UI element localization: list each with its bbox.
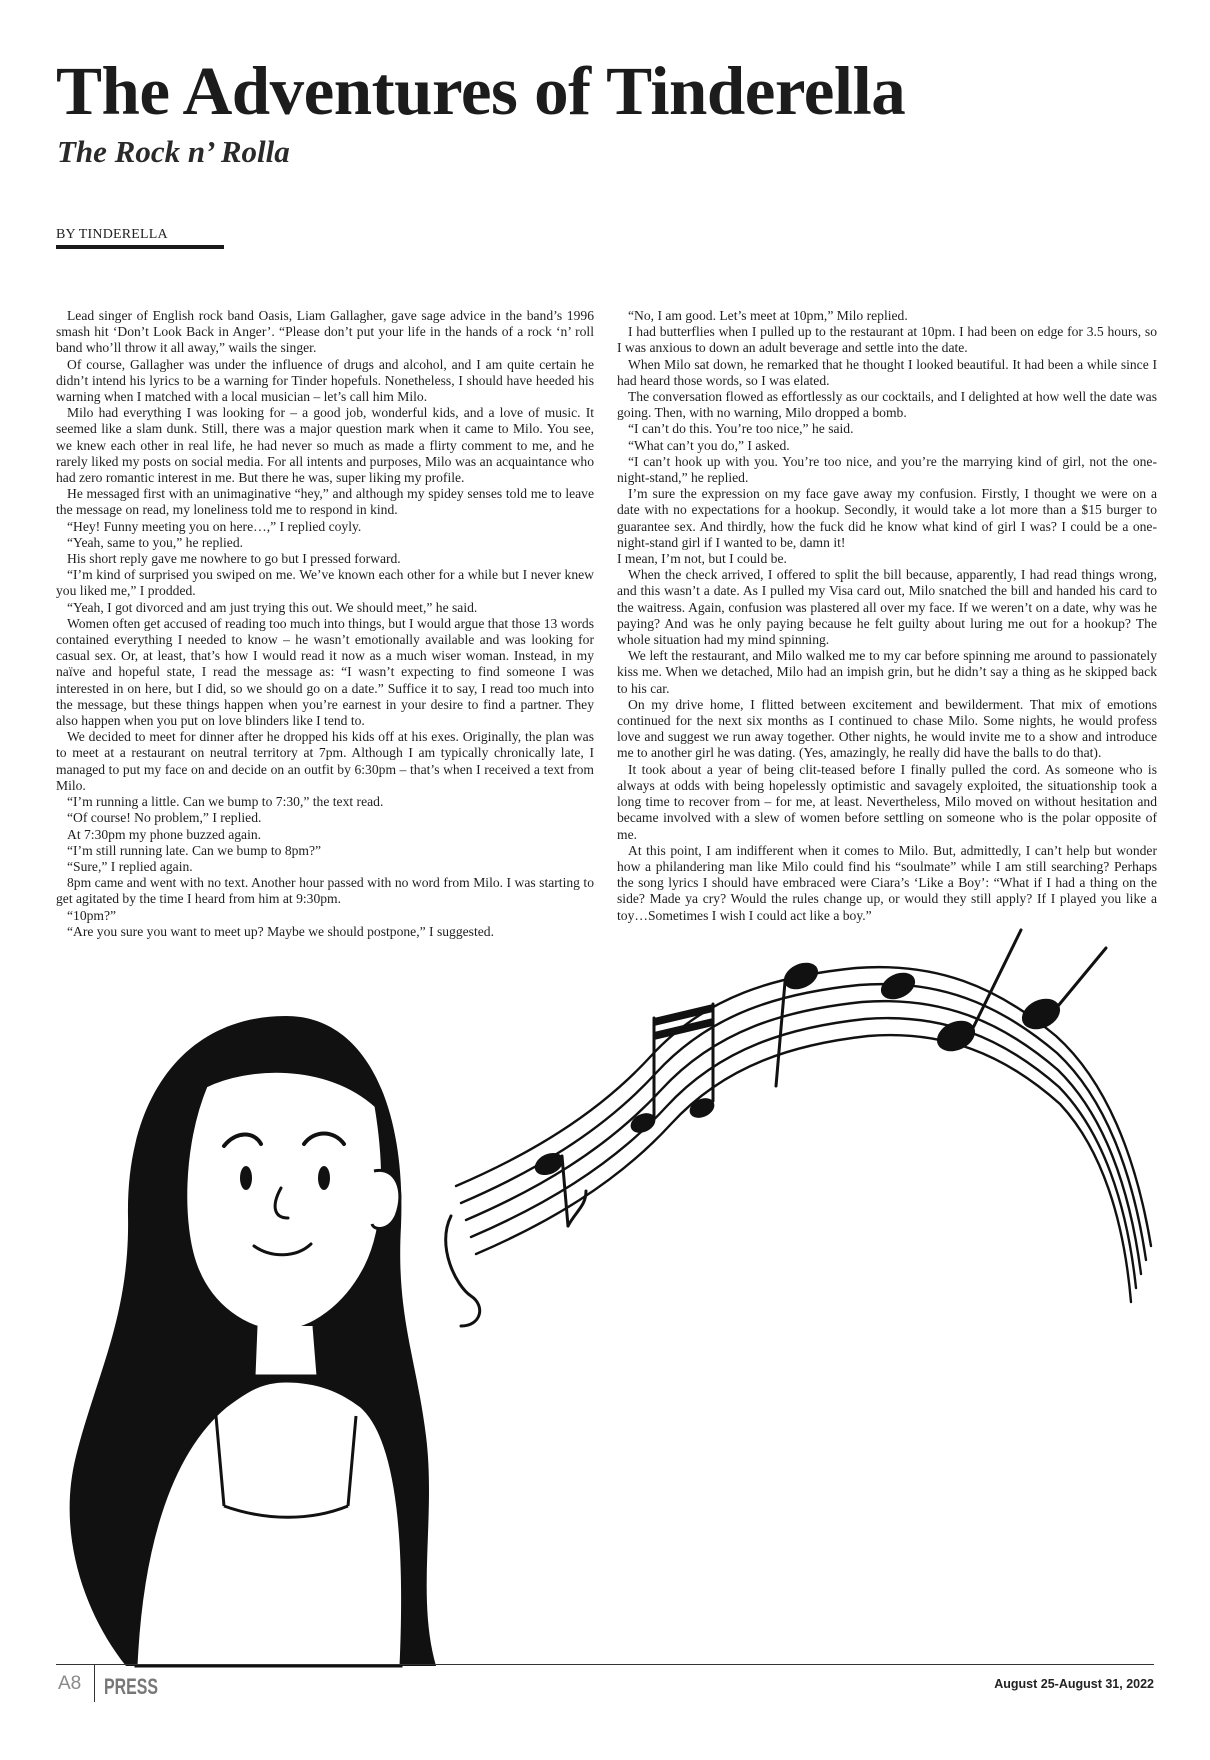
woman-icon — [70, 1016, 436, 1666]
paragraph: The conversation flowed as effortlessly as our cocktails, and I delighted at how well the date was going. Then, with no warning, Milo dropped a bomb. — [617, 389, 1157, 421]
paragraph: When Milo sat down, he remarked that he thought I looked beautiful. It had been a while since I had heard those words, so I was elated. — [617, 356, 1157, 388]
paragraph: We decided to meet for dinner after he dropped his kids off at his exes. Originally, the plan was to meet at a restaurant on neutral territory at 7pm. Although I am typically chronically late, I managed to put my face on and decide on an outfit by 6:30pm – that’s when I received a text from Milo. — [56, 729, 594, 793]
footer-separator — [94, 1664, 95, 1702]
paragraph: “I’m running a little. Can we bump to 7:30,” the text read. — [67, 794, 384, 810]
subhead: The Rock n’ Rolla — [57, 134, 290, 169]
paragraph: 8pm came and went with no text. Another hour passed with no word from Milo. I was starting to get agitated by the time I heard from him at 9:30pm. — [56, 875, 594, 907]
paragraph: “Sure,” I replied again. — [67, 858, 193, 874]
issue-date: August 25-August 31, 2022 — [994, 1677, 1154, 1691]
press-logo-icon — [103, 1670, 159, 1700]
press-logo-text: PRESS — [104, 1674, 158, 1699]
illustration — [56, 996, 1166, 1666]
paragraph: “10pm?” — [67, 907, 117, 923]
paragraph: “I’m kind of surprised you swiped on me. We’ve known each other for a while but I never knew you liked me,” I prodded. — [56, 567, 594, 599]
paragraph: “No, I am good. Let’s meet at 10pm,” Milo replied. — [628, 308, 908, 323]
paragraph: Of course, Gallagher was under the influence of drugs and alcohol, and I am quite certain he didn’t intend his lyrics to be a warning for Tinder hopefuls. Nonetheless, I should have heeded his warning when I matched with a local musician – let’s call him Milo. — [56, 356, 594, 405]
paragraph: “I can’t do this. You’re too nice,” he said. — [628, 421, 854, 437]
paragraph: Lead singer of English rock band Oasis, Liam Gallagher, gave sage advice in the band’s 1996 smash hit ‘Don’t Look Back in Anger’. “Please don’t put your life in the hands of a rock ‘n’ roll band who’ll throw it all away,” wails the singer. — [56, 308, 594, 356]
paragraph: He messaged first with an unimaginative “hey,” and although my spidey senses told me to leave the message on read, my loneliness told me to respond in kind. — [56, 486, 594, 518]
article-column-right — [617, 308, 1157, 924]
paragraph: “What can’t you do,” I asked. — [628, 437, 790, 453]
byline-rule — [56, 245, 224, 249]
paragraph: Milo had everything I was looking for – a good job, wonderful kids, and a love of music. It seemed like a slam dunk. Still, there was a major question mark when it came to Milo. You see, we knew each other in real life, he had never so much as made a flirty comment to me, and he rarely liked my posts on social media. For all intents and purposes, Milo was an acquaintance who had zero romantic interest in me. But there he was, super liking my profile. — [56, 405, 594, 486]
paragraph: I mean, I’m not, but I could be. — [617, 551, 787, 567]
paragraph: “Are you sure you want to meet up? Maybe we should postpone,” I suggested. — [67, 923, 494, 939]
article-column-left — [56, 308, 594, 940]
paragraph: At this point, I am indifferent when it comes to Milo. But, admittedly, I can’t help but wonder how a philandering man like Milo could find his “soulmate” while I am still searching? Perhaps the song lyrics I should have embraced were Ciara’s ‘Like a Boy’: “What if I had a thing on the side? Made ya cry? Would the rules change up, or would they still apply? If I played you like a toy…Sometimes I wish I could act like a boy.” — [617, 842, 1157, 923]
paragraph: His short reply gave me nowhere to go but I pressed forward. — [67, 551, 401, 567]
paragraph: I had butterflies when I pulled up to the restaurant at 10pm. I had been on edge for 3.5 hours, so I was anxious to down an adult beverage and settle into the date. — [617, 324, 1157, 356]
paragraph: “I’m still running late. Can we bump to 8pm?” — [67, 842, 322, 858]
paragraph: At 7:30pm my phone buzzed again. — [67, 826, 262, 842]
byline: BY TINDERELLA — [56, 227, 168, 242]
paragraph: We left the restaurant, and Milo walked me to my car before spinning me around to passionately kiss me. When we detached, Milo had an impish grin, but he didn’t say a thing as he skipped back to his car. — [617, 648, 1157, 696]
page-number: A8 — [58, 1673, 82, 1694]
paragraph: “Yeah, I got divorced and am just trying this out. We should meet,” he said. — [67, 599, 478, 615]
paragraph: “Of course! No problem,” I replied. — [67, 810, 262, 826]
paragraph: Women often get accused of reading too much into things, but I would argue that those 13 words contained everything I needed to know – he wasn’t emotionally available and was looking for casual sex. Or, at least, that’s how I would read it now as a much wiser woman. Instead, in my naïve and hopeful state, I read the message as: “I wasn’t expecting to find someone I was interested in on here, but I did, so we should go on a date.” Suffice it to say, I read too much into the message, but these things happen when you’re earnest in your desire to find a partner. They also happen when you put on love blinders like I tend to. — [56, 615, 594, 729]
headline: The Adventures of Tinderella — [56, 53, 906, 129]
paragraph: On my drive home, I flitted between excitement and bewilderment. That mix of emotions continued for the next six months as I continued to chase Milo. Some nights, he would profess love and suggest we run away together. Other nights, he would invite me to a show and introduce me to another girl he was dating. (Yes, amazingly, he really did have the balls to do that). — [617, 696, 1157, 761]
paragraph: “Hey! Funny meeting you on here…,” I replied coyly. — [67, 518, 362, 534]
music-note-icon — [446, 930, 1106, 1326]
paragraph: When the check arrived, I offered to split the bill because, apparently, I had read things wrong, and this wasn’t a date. As I pulled my Visa card out, Milo snatched the bill and handed his card to the waitress. Again, confusion was plastered all over my face. If we weren’t on a date, why was he paying? And was he only paying because he felt guilty about luring me out for a hookup? The whole situation had my mind spinning. — [617, 567, 1157, 648]
paragraph: I’m sure the expression on my face gave away my confusion. Firstly, I thought we were on a date with no expectations for a hookup. Secondly, it would take a lot more than a $15 burger to guarantee sex. And thirdly, how the fuck did he know what kind of girl I was? I could be a one-night-stand girl if I wanted to be, damn it! — [617, 486, 1157, 550]
paragraph: It took about a year of being clit-teased before I finally pulled the cord. As someone who is always at odds with being hopelessly optimistic and savagely exploited, the situationship took a long time to recover from – for me, at least. Nevertheless, Milo moved on without hesitation and became involved with a slew of women before settling on someone who is the polar opposite of me. — [617, 761, 1157, 842]
paragraph: “Yeah, same to you,” he replied. — [67, 534, 244, 550]
footer-rule — [56, 1664, 1154, 1665]
paragraph: “I can’t hook up with you. You’re too nice, and you’re the marrying kind of girl, not the one-night-stand,” he replied. — [617, 453, 1157, 486]
